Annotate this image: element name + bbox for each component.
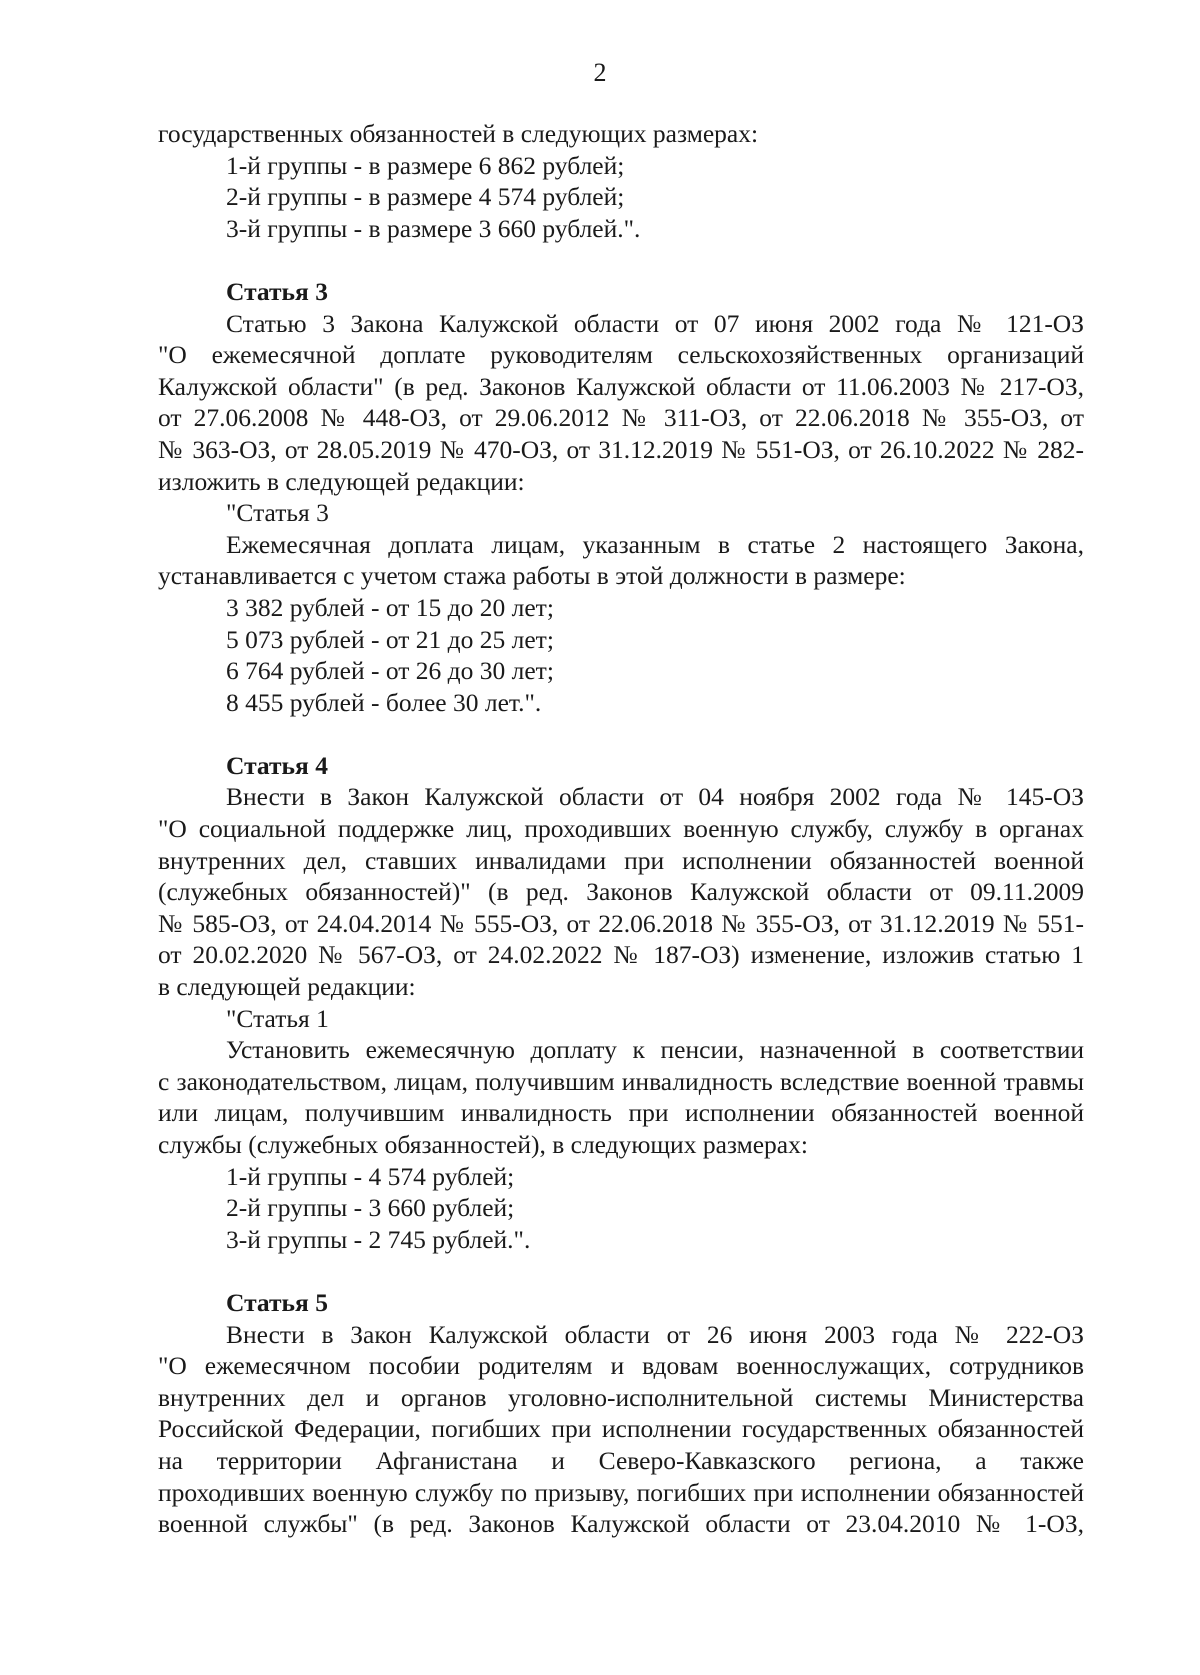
text-line: проходивших военную службу по призыву, погибших при исполнении обязанностей [158,1477,1084,1507]
paragraph-gap [158,1255,1084,1287]
list-item: 8 455 рублей - более 30 лет.". [226,687,542,717]
list-item: 2-й группы - в размере 4 574 рублей; [226,182,625,212]
list-item: 2-й группы - 3 660 рублей; [226,1193,515,1223]
text-line: в следующей редакции: [158,972,416,1002]
text-line: изложить в следующей редакции: [158,466,525,496]
quote-title: "Статья 3 [226,498,329,528]
text-line: (служебных обязанностей)" (в ред. Законов Калужской области от 09.11.2009 [158,877,1084,907]
list-item: 6 764 рублей - от 26 до 30 лет; [226,656,554,686]
text-line: государственных обязанностей в следующих размерах: [158,119,759,148]
article-4-heading: Статья 4 [226,750,328,780]
text-line: № 363-ОЗ, от 28.05.2019 № 470-ОЗ, от 31.12.2019 № 551-ОЗ, от 26.10.2022 № 282- [158,434,1084,464]
list-item: 1-й группы - в размере 6 862 рублей; [226,150,625,180]
text-line: военной службы" (в ред. Законов Калужской области от 23.04.2010 № 1-ОЗ, [158,1509,1084,1539]
article-5-heading: Статья 5 [226,1287,328,1317]
text-line: с законодательством, лицам, получившим инвалидность вследствие военной травмы [158,1066,1084,1096]
text-line: "О ежемесячной доплате руководителям сельскохозяйственных организаций [158,340,1084,370]
text-line: от 27.06.2008 № 448-ОЗ, от 29.06.2012 № 311-ОЗ, от 22.06.2018 № 355-ОЗ, от [158,403,1084,433]
text-line: Российской Федерации, погибших при исполнении государственных обязанностей [158,1414,1084,1444]
list-item: 3-й группы - в размере 3 660 рублей.". [226,213,641,243]
text-line: Внести в Закон Калужской области от 26 июня 2003 года № 222-ОЗ [226,1319,1084,1349]
text-line: или лицам, получившим инвалидность при исполнении обязанностей военной [158,1098,1084,1128]
text-line: внутренних дел и органов уголовно-исполнительной системы Министерства [158,1382,1084,1412]
paragraph-gap [158,244,1084,276]
text-line: Ежемесячная доплата лицам, указанным в статье 2 настоящего Закона, [226,529,1084,559]
list-item: 1-й группы - 4 574 рублей; [226,1161,515,1191]
text-line: службы (служебных обязанностей), в следующих размерах: [158,1130,808,1159]
text-line: "О социальной поддержке лиц, проходивших военную службу, службу в органах [158,814,1084,844]
paragraph-gap [158,718,1084,750]
article-3-heading: Статья 3 [226,276,328,306]
list-item: 5 073 рублей - от 21 до 25 лет; [226,624,554,654]
document-body [158,118,1084,1540]
text-line: № 585-ОЗ, от 24.04.2014 № 555-ОЗ, от 22.06.2018 № 355-ОЗ, от 31.12.2019 № 551- [158,908,1084,938]
page-number: 2 [593,58,607,87]
text-line: "О ежемесячном пособии родителям и вдовам военнослужащих, сотрудников [158,1351,1084,1381]
text-line: Внести в Закон Калужской области от 04 ноября 2002 года № 145-ОЗ [226,782,1084,812]
text-line: на территории Афганистана и Северо-Кавказского региона, а также [158,1445,1084,1475]
quote-title: "Статья 1 [226,1003,329,1033]
list-item: 3 382 рублей - от 15 до 20 лет; [226,592,554,622]
text-line: Установить ежемесячную доплату к пенсии, назначенной в соответствии [226,1035,1084,1065]
text-line: устанавливается с учетом стажа работы в этой должности в размере: [158,561,906,591]
text-line: внутренних дел, ставших инвалидами при исполнении обязанностей военной [158,845,1084,875]
text-line: от 20.02.2020 № 567-ОЗ, от 24.02.2022 № 187-ОЗ) изменение, изложив статью 1 [158,940,1084,970]
list-item: 3-й группы - 2 745 рублей.". [226,1224,531,1254]
text-line: Статью 3 Закона Калужской области от 07 июня 2002 года № 121-ОЗ [226,308,1084,338]
text-line: Калужской области" (в ред. Законов Калужской области от 11.06.2003 № 217-ОЗ, [158,371,1084,401]
